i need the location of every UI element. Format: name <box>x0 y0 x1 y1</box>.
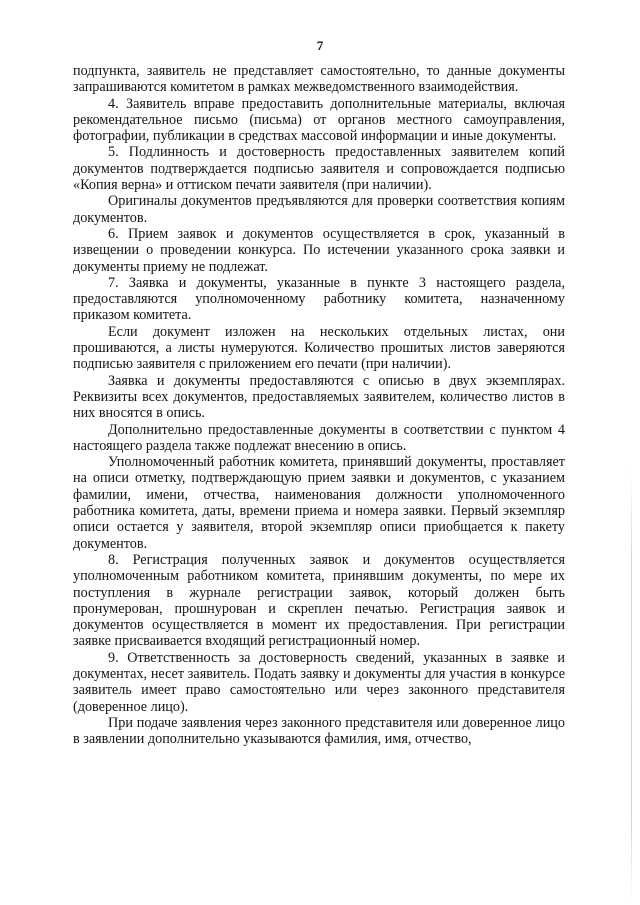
paragraph-item-7: 7. Заявка и документы, указанные в пункте 3 настоящего раздела, предоставляются уполномоченному работнику комитета, назначенному приказом комитета. <box>73 274 565 324</box>
paragraph-item-4: 4. Заявитель вправе предоставить дополнительные материалы, включая рекомендательное письмо (письма) от органов местного самоуправления, фотографии, публикации в средствах массовой информации и иные документы. <box>73 95 565 145</box>
paragraph-additional-documents: Дополнительно предоставленные документы в соответствии с пунктом 4 настоящего раздела также подлежат внесению в опись. <box>73 421 565 454</box>
paragraph-continuation: подпункта, заявитель не представляет самостоятельно, то данные документы запрашиваются комитетом в рамках межведомственного взаимодействия. <box>73 63 565 96</box>
page-number: 7 <box>316 38 324 53</box>
paragraph-item-5: 5. Подлинность и достоверность предоставленных заявителем копий документов подтверждается подписью заявителя и сопровождается подписью «Копия верна» и оттиском печати заявителя (при наличии). <box>73 144 565 194</box>
paragraph-representative: При подаче заявления через законного представителя или доверенное лицо в заявлении дополнительно указываются фамилия, имя, отчество, <box>73 714 565 748</box>
paragraph-item-9: 9. Ответственность за достоверность сведений, указанных в заявке и документах, несет заявитель. Подать заявку и документы для участия в конкурсе заявитель имеет право самостоятельно или через законного представителя (доверенное лицо). <box>73 649 565 715</box>
paragraph-item-8: 8. Регистрация полученных заявок и документов осуществляется уполномоченным работником комитета, принявшим документы, по мере их поступления в журнале регистрации заявок, который должен быть пронумерован, прошнурован и скреплен печатью. Регистрация заявок и документов осуществляется в момент их предоставления. При регистрации заявке присваивается входящий регистрационный номер. <box>73 551 565 650</box>
scan-edge-line <box>631 470 632 900</box>
paragraph-originals: Оригиналы документов предъявляются для проверки соответствия копиям документов. <box>73 193 565 226</box>
paragraph-item-6: 6. Прием заявок и документов осуществляется в срок, указанный в извещении о проведении конкурса. По истечении указанного срока заявки и документы приему не подлежат. <box>73 225 565 275</box>
paragraph-inventory: Заявка и документы предоставляются с описью в двух экземплярах. Реквизиты всех документов, предоставляемых заявителем, количество листов в них вносятся в опись. <box>73 372 565 422</box>
paragraph-authorized-employee: Уполномоченный работник комитета, принявший документы, проставляет на описи отметку, подтверждающую прием заявки и документов, с указанием фамилии, имени, отчества, наименования должности уполномоченного работника комитета, даты, времени приема и номера заявки. Первый экземпляр описи остается у заявителя, второй экземпляр описи приобщается к пакету документов. <box>73 454 565 552</box>
paragraph-multiple-sheets: Если документ изложен на нескольких отдельных листах, они прошиваются, а листы нумеруются. Количество прошитых листов заверяются подписью заявителя с приложением его печати (при наличии). <box>73 323 565 373</box>
document-body <box>73 63 565 747</box>
